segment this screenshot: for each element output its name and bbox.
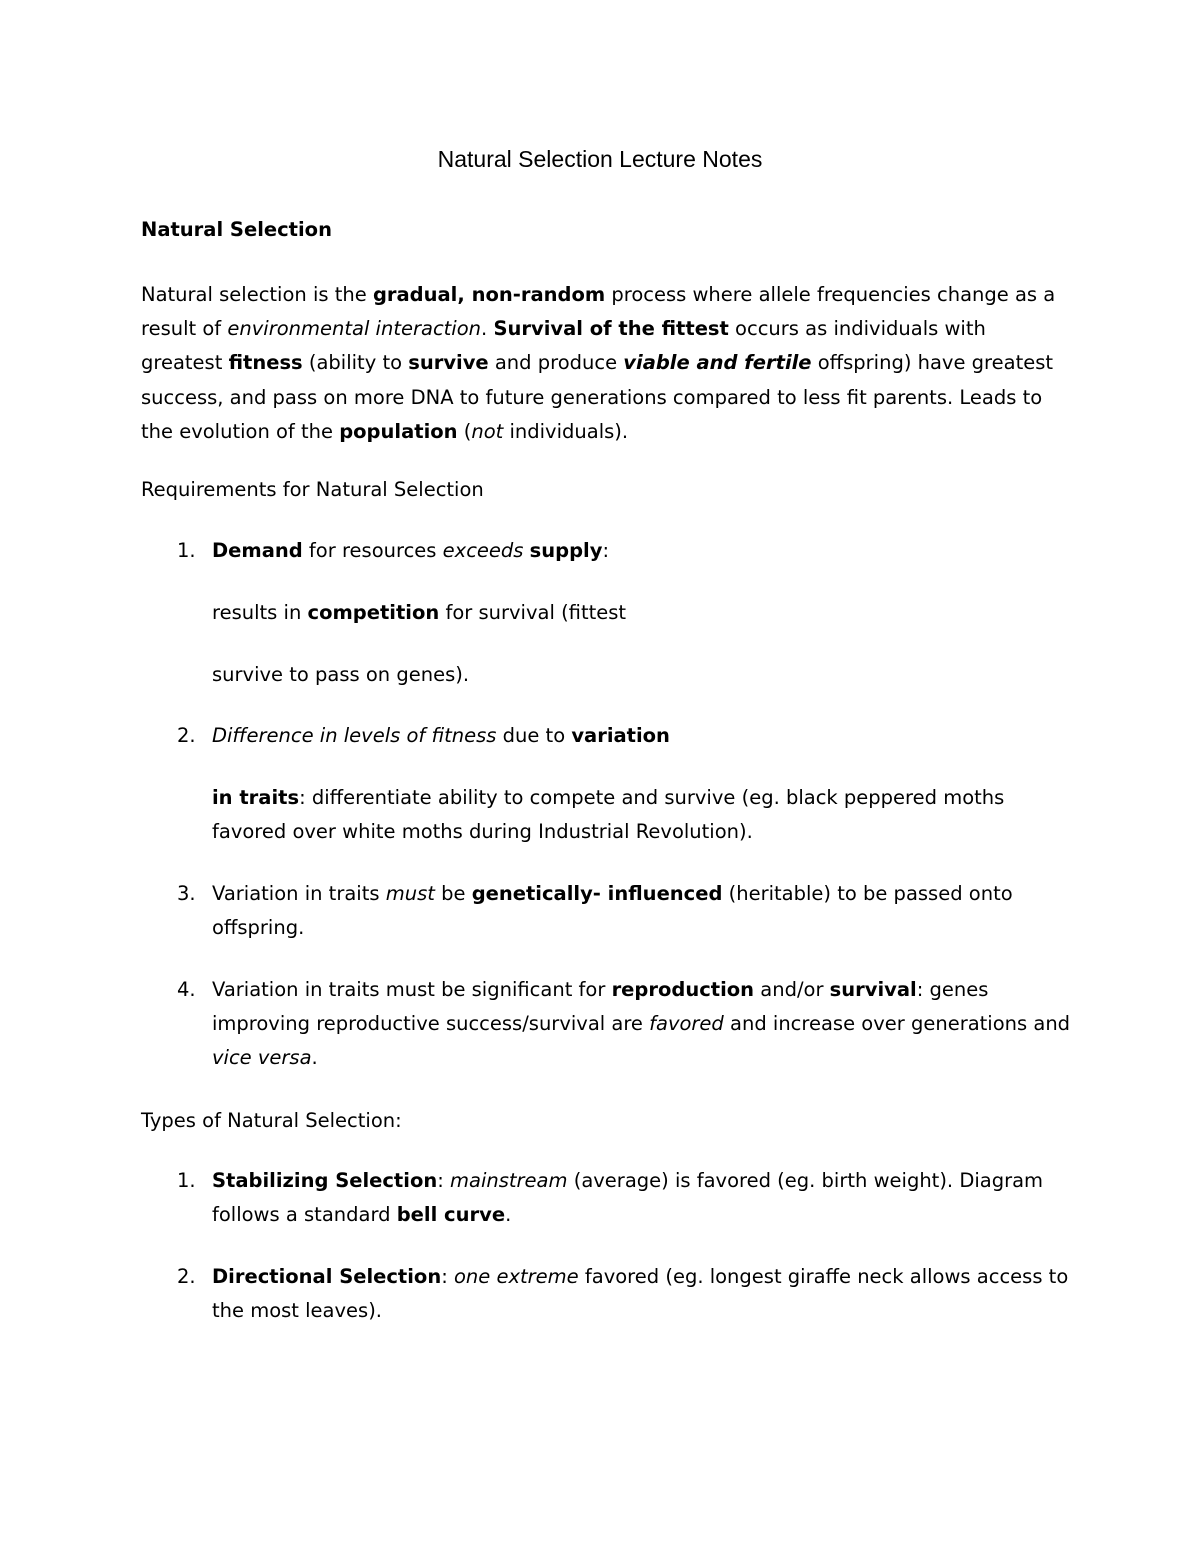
list-number: 3.: [177, 882, 196, 905]
page-title: Natural Selection Lecture Notes: [437, 146, 763, 172]
list-number: 1.: [177, 539, 196, 562]
list-text: Variation in traits must be significant for reproduction and/or survival: genes improving reproductive success/survival are favored and increase over generations and vice versa.: [212, 978, 1071, 1070]
list-number: 2.: [177, 724, 196, 747]
list-number: 2.: [177, 1265, 196, 1288]
requirement-2-continuation: in traits: differentiate ability to compete and survive (eg. black peppered moths favored over white moths during Industrial Revolution).: [212, 786, 1005, 844]
list-text: Difference in levels of fitness due to variation: [212, 724, 670, 747]
list-number: 4.: [177, 978, 196, 1001]
list-number: 1.: [177, 1169, 196, 1192]
requirements-heading: Requirements for Natural Selection: [141, 478, 484, 501]
list-text: Directional Selection: one extreme favored (eg. longest giraffe neck allows access to the most leaves).: [212, 1265, 1069, 1323]
list-text: Variation in traits must be genetically- influenced (heritable) to be passed onto offspring.: [212, 882, 1013, 940]
requirement-1-continuation-b: survive to pass on genes).: [212, 663, 470, 686]
section-heading: Natural Selection: [141, 218, 332, 241]
types-heading: Types of Natural Selection:: [141, 1109, 402, 1132]
intro-paragraph: Natural selection is the gradual, non-random process where allele frequencies change as a result of environmental interaction. Survival of the fittest occurs as individuals with greatest fitness (ability to survive and produce viable and fertile offspring) have greatest success, and pass on more DNA to future generations compared to less fit parents. Leads to the evolution of the population (not individuals).: [141, 283, 1056, 443]
requirement-1-continuation-a: results in competition for survival (fittest: [212, 601, 627, 624]
list-text: Stabilizing Selection: mainstream (average) is favored (eg. birth weight). Diagram follows a standard bell curve.: [212, 1169, 1044, 1227]
list-text: Demand for resources exceeds supply:: [212, 539, 610, 562]
